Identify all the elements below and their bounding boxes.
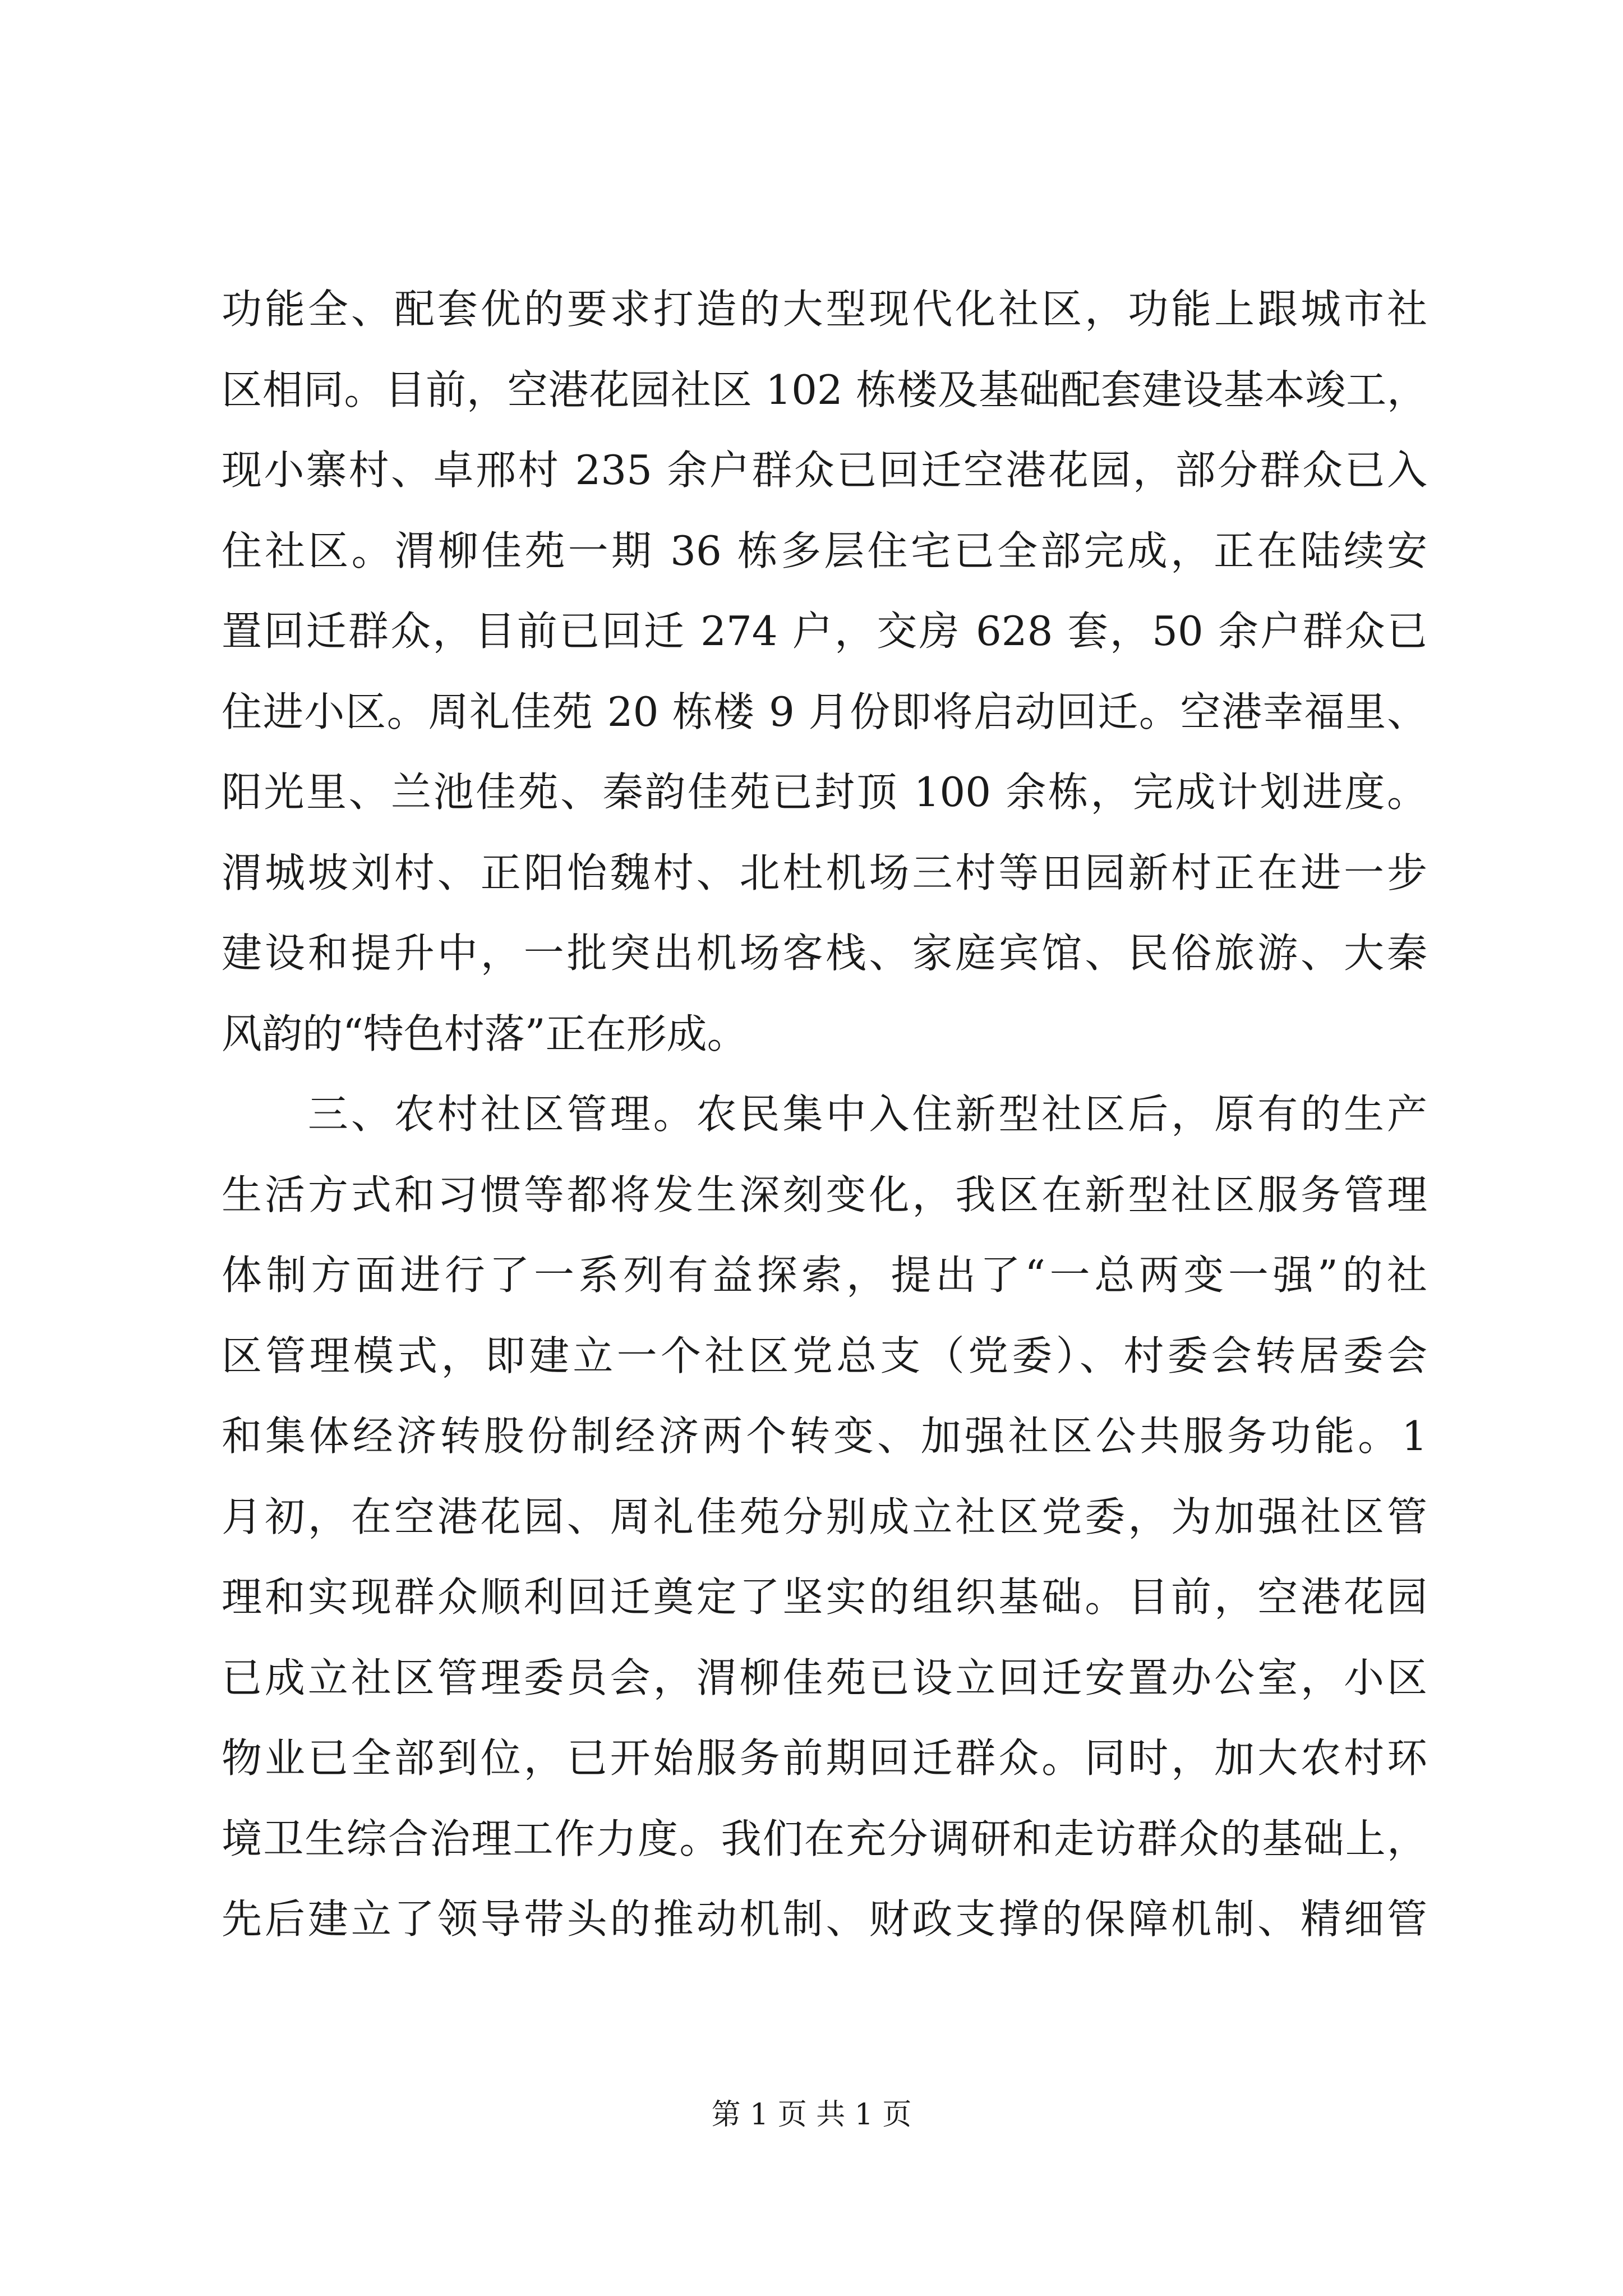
document-body (222, 269, 1427, 1960)
text-line: 区管理模式，即建立一个社区党总支（党委）、村委会转居委会 (222, 1332, 1427, 1379)
text-line: 区相同。目前，空港花园社区 102 栋楼及基础配套建设基本竣工， (222, 366, 1427, 413)
text-line: 住进小区。周礼佳苑 20 栋楼 9 月份即将启动回迁。空港幸福里、 (222, 688, 1427, 735)
text-line: 生活方式和习惯等都将发生深刻变化，我区在新型社区服务管理 (222, 1171, 1427, 1218)
text-line: 住社区。渭柳佳苑一期 36 栋多层住宅已全部完成，正在陆续安 (222, 527, 1427, 574)
text-line: 体制方面进行了一系列有益探索，提出了“一总两变一强”的社 (222, 1251, 1427, 1299)
text-line: 境卫生综合治理工作力度。我们在充分调研和走访群众的基础上， (222, 1815, 1427, 1862)
text-line: 阳光里、兰池佳苑、秦韵佳苑已封顶 100 余栋，完成计划进度。 (222, 769, 1427, 816)
text-line: 渭城坡刘村、正阳怡魏村、北杜机场三村等田园新村正在进一步 (222, 849, 1427, 896)
text-line: 和集体经济转股份制经济两个转变、加强社区公共服务功能。1 (222, 1412, 1427, 1460)
text-line: 三、农村社区管理。农民集中入住新型社区后，原有的生产 (222, 1091, 1427, 1138)
text-line: 风韵的“特色村落”正在形成。 (222, 1010, 748, 1057)
text-line: 先后建立了领导带头的推动机制、财政支撑的保障机制、精细管 (222, 1895, 1427, 1943)
text-line: 月初，在空港花园、周礼佳苑分别成立社区党委，为加强社区管 (222, 1493, 1427, 1540)
page-footer (0, 2095, 1623, 2134)
page-number-label: 第 1 页 共 1 页 (711, 2098, 912, 2132)
text-line: 置回迁群众，目前已回迁 274 户，交房 628 套，50 余户群众已 (222, 608, 1427, 655)
text-line: 物业已全部到位，已开始服务前期回迁群众。同时，加大农村环 (222, 1734, 1427, 1782)
text-line: 功能全、配套优的要求打造的大型现代化社区，功能上跟城市社 (222, 286, 1427, 333)
text-line: 建设和提升中，一批突出机场客栈、家庭宾馆、民俗旅游、大秦 (222, 930, 1427, 977)
text-line: 理和实现群众顺利回迁奠定了坚实的组织基础。目前，空港花园 (222, 1573, 1427, 1621)
text-line: 现小寨村、卓邢村 235 余户群众已回迁空港花园，部分群众已入 (222, 447, 1427, 494)
text-line: 已成立社区管理委员会，渭柳佳苑已设立回迁安置办公室，小区 (222, 1654, 1427, 1701)
